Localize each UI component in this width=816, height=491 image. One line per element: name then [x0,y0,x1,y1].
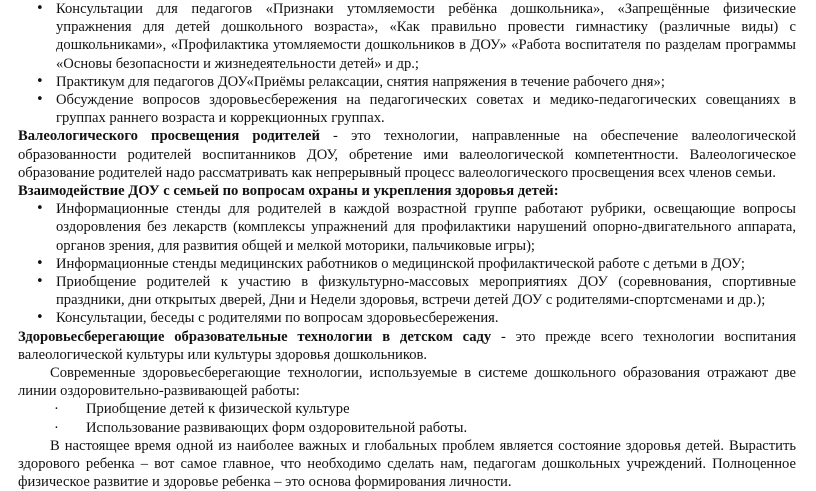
list-marker: · [54,419,59,436]
paragraph-heading: Валеологического просвещения родителей [18,128,320,145]
list-item [18,419,796,437]
dot-list-work-lines [18,400,796,436]
document-page [18,0,796,491]
paragraph-health-technologies [18,328,796,364]
list-item [18,400,796,418]
bullet-list-consultations [18,0,796,127]
list-marker: · [54,401,59,418]
paragraph-current-problem: В настоящее время одной из наиболее важных и глобальных проблем является состояние здоровья детей. Вырастить здорового ребенка – вот самое главное, что необходимо сделать нам, педагогам дошкольных учреждений. Полноценное физическое развитие и здоровье ребенка – это основа формирования личности. [18,437,796,491]
list-item: • Консультации для педагогов «Признаки утомляемости ребёнка дошкольника», «Запрещённые физические упражнения для детей дошкольного возраста», «Как правильно провести гимнастику (различные виды) с дошкольниками», «Профилактика утомляемости дошкольников в ДОУ» «Работа воспитателя по разделам программы «Основы безопасности и жизнедеятельности детей» и др.; [18,0,796,73]
section-heading-family-interaction: Взаимодействие ДОУ с семьей по вопросам охраны и укрепления здоровья детей: [18,183,559,200]
list-item: • Приобщение родителей к участию в физкультурно-массовых мероприятиях ДОУ (соревнования, спортивные праздники, дни открытых дверей, Дни и Недели здоровья, встречи детей ДОУ с родителями-спортсменами и др.); [18,273,796,309]
list-item: • Информационные стенды для родителей в каждой возрастной группе работают рубрики, освещающие вопросы оздоровления без лекарств (комплексы упражнений для профилактики нарушений опорно-двигательного аппарата, органов зрения, для развития общей и мелкой моторики, пальчиковые игры); [18,200,796,255]
list-item: • Практикум для педагогов ДОУ«Приёмы релаксации, снятия напряжения в течение рабочего дня»; [18,73,796,91]
paragraph-valeological-education [18,127,796,182]
bullet-list-family-interaction [18,200,796,327]
paragraph-text: - это прежде всего технологии воспитания валеологической культуры или культуры здоровья дошкольников. [18,328,796,363]
paragraph-heading: Здоровьесберегающие образовательные технологии в детском саду [18,328,492,345]
paragraph-text: - это технологии, направленные на обеспечение валеологической образованности родителей воспитанников ДОУ, обретение ими валеологической компетентности. Валеологическое образование родителей надо рассматривать как непрерывный процесс валеологического просвещения всех членов семьи. [18,128,796,181]
list-item-text: Приобщение детей к физической культуре [86,401,350,418]
list-item: • Информационные стенды медицинских работников о медицинской профилактической работе с детьми в ДОУ; [18,255,796,273]
list-item: • Обсуждение вопросов здоровьесбережения на педагогических советах и медико-педагогических совещаниях в группах раннего возраста и коррекционных группах. [18,91,796,127]
list-item: • Консультации, беседы с родителями по вопросам здоровьесбережения. [18,309,796,327]
list-item-text: Использование развивающих форм оздоровительной работы. [86,419,468,436]
paragraph-modern-technologies: Современные здоровьесберегающие технологии, используемые в системе дошкольного образования отражают две линии оздоровительно-развивающей работы: [18,365,796,400]
